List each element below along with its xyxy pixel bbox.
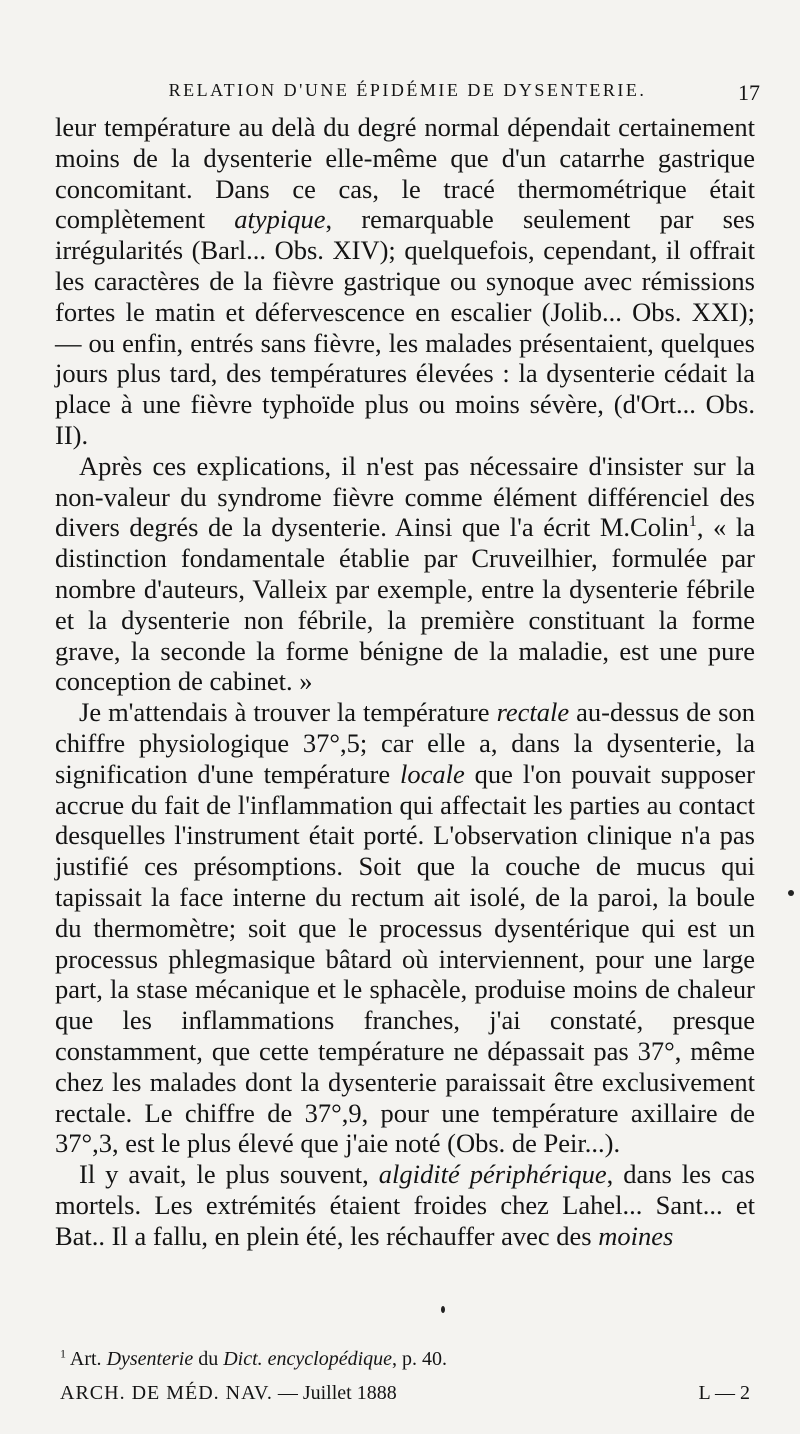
paragraph-3-text-c: que l'on pouvait supposer accrue du fait de l'inflammation qui affectait les parties au contact desquelles l'instrument était porté. L'observation clinique n'a pas justifié ces présomptions. Soit que la couche de mucus qui tapissait la face interne du rectum ait isolé, de la paroi, la boule du thermomètre; soit que le processus dysentérique qui est un processus phlegmasique bâtard où interviennent, pour une large part, la stase mécanique et le sphacèle, produise moins de chaleur que les inflammations franches, j'ai constaté, presque constamment, que cette température ne dépassait pas 37°, même chez les malades dont la dysenterie paraissait être exclusivement rectale. Le chiffre de 37°,9, pour une température axillaire de 37°,3, est le plus élevé que j'aie noté (Obs. de Peir...). bbox=[55, 758, 755, 1159]
paragraph-3-text-b: au-dessus de son chiffre physiologique 37°,5; car elle a, dans la dysenterie, la signification d'une température bbox=[55, 697, 755, 789]
footnote-italic-a: Dysenterie bbox=[106, 1348, 194, 1370]
paragraph-4-text-b: , dans les cas mortels. Les extrémités étaient froides chez Lahel... Sant... et Bat.. Il a fallu, en plein été, les réchauffer avec des bbox=[55, 1159, 755, 1251]
footnote-mark: 1 bbox=[60, 1346, 66, 1361]
footnote-text-a: Art. bbox=[66, 1348, 107, 1370]
paragraph-3-italic-a: rectale bbox=[496, 697, 570, 728]
body-text bbox=[55, 112, 755, 1251]
paragraph-2 bbox=[55, 451, 755, 697]
paragraph-1-text-b: , remarquable seulement par ses irrégularités (Barl... Obs. XIV); quelquefois, cependant, il offrait les caractères de la fièvre gastrique ou synoque avec rémissions fortes le matin et défervescence en escalier (Jolib... Obs. XXI); — ou enfin, entrés sans fièvre, les malades présentaient, quelques jours plus tard, des températures élevées : la dysenterie cédait la place à une fièvre typhoïde plus ou moins sévère, (d'Ort... Obs. II). bbox=[55, 204, 755, 450]
running-title: RELATION D'UNE ÉPIDÉMIE DE DYSENTERIE. bbox=[168, 80, 647, 100]
footnote-text-c: , p. 40. bbox=[392, 1348, 448, 1370]
paragraph-3 bbox=[55, 697, 755, 1159]
footer-citation bbox=[60, 1382, 397, 1405]
footnote-italic-b: Dict. encyclopédique bbox=[223, 1348, 393, 1370]
paragraph-1-italic-a: atypique bbox=[234, 204, 326, 235]
paragraph-2-text-a: Après ces explications, il n'est pas nécessaire d'insister sur la non-valeur du syndrome fièvre comme élément différenciel des divers degrés de la dysenterie. Ainsi que l'a écrit M.Colin bbox=[55, 450, 755, 543]
paragraph-4-italic-a: algidité périphérique bbox=[378, 1159, 607, 1190]
paragraph-4 bbox=[55, 1159, 755, 1251]
issue-date: — Juillet 1888 bbox=[277, 1382, 397, 1404]
footnote-reference: 1 bbox=[688, 513, 697, 531]
signature-mark: L — 2 bbox=[698, 1382, 750, 1404]
page-number: 17 bbox=[738, 80, 760, 105]
page-footer bbox=[60, 1382, 750, 1405]
journal-name: ARCH. DE MÉD. NAV. bbox=[60, 1382, 273, 1404]
paragraph-3-italic-b: locale bbox=[400, 758, 465, 789]
ink-speck bbox=[788, 890, 794, 896]
paragraph-4-italic-b: moines bbox=[598, 1220, 674, 1251]
paragraph-1-text-a: leur température au delà du degré normal dépendait certainement moins de la dysenterie elle-même que d'un catarrhe gastrique concomitant. Dans ce cas, le tracé thermométrique était complètement bbox=[55, 112, 755, 235]
footnote-text-b: du bbox=[193, 1348, 224, 1370]
paragraph-1 bbox=[55, 112, 755, 451]
footnote bbox=[60, 1348, 760, 1371]
paragraph-2-text-b: , « la distinction fondamentale établie par Cruveilhier, formulée par nombre d'auteurs, Valleix par exemple, entre la dysenterie fébrile et la dysenterie non fébrile, la première constituant la forme grave, la seconde la forme bénigne de la maladie, est une pure conception de cabinet. » bbox=[55, 512, 755, 697]
paragraph-4-text-a: Il y avait, le plus souvent, bbox=[79, 1159, 379, 1190]
paragraph-3-text-a: Je m'attendais à trouver la température bbox=[79, 697, 497, 728]
page-header bbox=[55, 80, 760, 106]
ink-speck bbox=[441, 1306, 445, 1313]
